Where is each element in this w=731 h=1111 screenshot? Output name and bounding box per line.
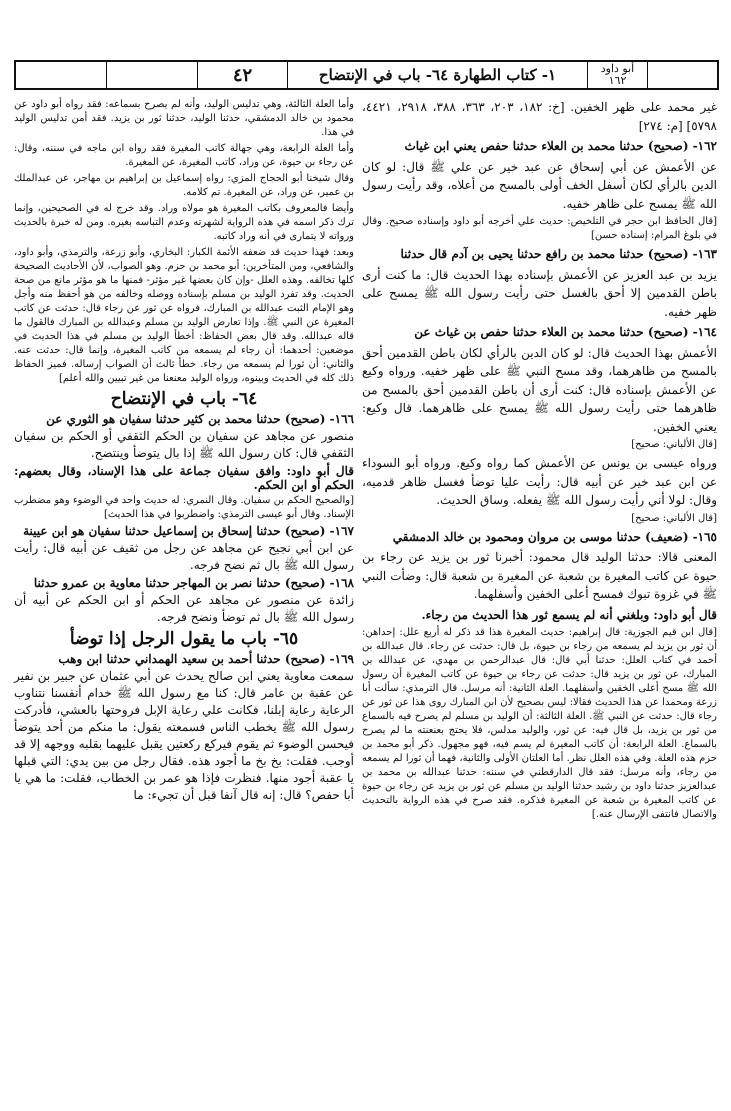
header-empty-mid <box>106 62 197 88</box>
chapter-title: ١- كتاب الطهارة ٦٤- باب في الإنتضاح <box>287 62 587 88</box>
hadith-163-heading: ١٦٣- (صحيح) حدثنا محمد بن رافع حدثنا يحيى بن آدم قال حدثنا <box>400 247 717 261</box>
hadith-165-notes: [قال ابن قيم الجوزية: قال إبراهيم: حديث المغيرة هذا قد ذكر له أربع علل: إحداهن: أن ثور بن يزيد لم يسمعه من رجاء بن حيوة، بل قال: حدثت عن رجاء. قال عبدالله بن أحمد في كتاب العلل: حدثنا أبي قال: قال عبدالرحمن بن مهدي، عن عبدالله بن المبارك، عن ثور بن يزيد قال: حدثت عن رجاء بن حيوة عن كاتب المغيرة أن رسول الله ﷺ مسح أعلى الخفين وأسفلهما. العلة الثانية: أنه مرسل. قال الترمذي: سألت أبا زرعة ومحمدا عن هذا الحديث فقالا: ليس بصحيح لأن ابن المبارك روى هذا عن ثور عن رجاء قال: حدثت عن النبي ﷺ. العلة الثالثة: أن الوليد بن مسلم لم يصرح فيه بالسماع من ثور بن يزيد، بل قال فيه: عن ثور، والوليد مدلس، فلا يحتج بعنعنته ما لم يصرح بالسماع. العلة الرابعة: أن كاتب المغيرة لم يسم فيه، فهو مجهول. ذكر أبو محمد بن حزم هذه العلة. وفي هذه العلل نظر. أما العلتان الأولى والثانية، فهما أن ثورا لم يسمعه من رجاء، وأنه مرسل: فقد قال الدارقطني في سننه: حدثنا عبدالله بن محمد بن عبدالعزيز حدثنا داود بن رشيد حدثنا الوليد بن مسلم عن ثور بن يزيد عن رجاء بن حيوة عن كاتب المغيرة بن شعبة عن المغيرة فذكره. فقد صرح في هذه الرواية بالتحديث والاتصال فانتفى الإرسال عنه.] <box>362 627 717 820</box>
abu-dawud-remark: قال أبو داود: وبلغني أنه لم يسمع ثور هذا الحديث من رجاء. <box>421 607 717 622</box>
chapter-64-heading: ٦٤- باب في الإنتضاح <box>110 389 258 409</box>
hadith-167-text: عن ابن أبي نجيح عن مجاهد عن رجل من ثقيف عن أبيه قال: رأيت رسول الله ﷺ بال ثم نضح فرجه. <box>14 541 354 572</box>
commentary-5: وبعد: فهذا حديث قد ضعفه الأئمة الكبار: البخاري، وأبو زرعة، والترمذي، وأبو داود، والشافعي، ومن المتأخرين: أبو محمد بن حزم. وهو الصواب، لأن الأحاديث الصحيحة كلها تخالفه. وهذه العلل -وإن كان بعضها غير مؤثر- فمنها ما هو مؤثر مانع من صحة الحديث. وقد تفرد الوليد بن مسلم بإسناده ووصله وخالفه من هو أحفظ منه وأجل وهو الإمام الثبت عبدالله بن المبارك، فرواه عن ثور عن رجاء قال: حدثت عن كاتب المغيرة عن النبي ﷺ. وإذا تعارض الوليد بن مسلم وعبدالله بن المبارك فالقول ما قاله عبدالله. وقد قال بعض الحفاظ: أخطأ الوليد بن مسلم في هذا الحديث في موضعين: أحدهما: أن رجاء لم يسمعه من كاتب المغيرة، وإنما قال: حدثت عنه. والثاني: أن ثورا لم يسمعه من رجاء. خطأ ثالث أن الصواب إرساله. فميز الحفاظ ذلك كله في الحديث وبينوه، ورواه الوليد معنعنا من غير تبيين والله أعلم] <box>14 247 354 384</box>
hadith-166-text: منصور عن مجاهد عن سفيان بن الحكم الثقفي أو الحكم بن سفيان الثقفي قال: كان رسول الله ﷺ إذا بال يتوضأ وينتضح. <box>14 429 354 460</box>
hadith-164-note: [قال الألباني: صحيح] <box>631 439 717 450</box>
header-empty-left <box>16 62 106 88</box>
hadith-164-text-b: ورواه عيسى بن يونس عن الأعمش كما رواه وكيع. ورواه أبو السوداء عن ابن عبد خير عن أبيه قال: رأيت عليا توضأ فغسل ظاهر قدميه، وقال: لولا أني رأيت رسول الله ﷺ يفعله. وساق الحديث. <box>362 456 717 507</box>
hadith-169-heading: ١٦٩- (صحيح) حدثنا أحمد بن سعيد الهمداني حدثنا ابن وهب <box>58 652 354 666</box>
book-name: أبو داود <box>600 62 635 75</box>
continuation-text: غير محمد على ظهر الخفين. [خ: ١٨٢، ٢٠٣، ٣٦٣، ٣٨٨، ٢٩١٨، ٤٤٢١، ٥٧٩٨] [م: ٢٧٤] <box>362 100 718 133</box>
left-column <box>14 98 354 806</box>
page-number: ٤٢ <box>197 62 287 88</box>
hadith-168-text: زائدة عن منصور عن مجاهد عن الحكم أو ابن الحكم عن أبيه أن رسول الله ﷺ بال ثم توضأ ونضح فرجه. <box>14 593 354 624</box>
hadith-166-heading: ١٦٦- (صحيح) حدثنا محمد بن كثير حدثنا سفيان هو الثوري عن <box>46 412 354 426</box>
hadith-162-heading: ١٦٢- (صحيح) حدثنا محمد بن العلاء حدثنا حفص يعني ابن غياث <box>404 139 717 153</box>
hadith-162-note: [قال الحافظ ابن حجر في التلخيص: حديث علي أخرجه أبو داود وإسناده صحيح. وقال في بلوغ المرام: إسناده حسن] <box>362 216 717 241</box>
book-page: ١٦٢ <box>608 74 627 87</box>
hadith-166-note: [والصحيح الحكم بن سفيان. وقال النمري: له حديث واحد في الوضوء وهو مضطرب الإسناد. وقال أبو عيسى الترمذي: واضطربوا في هذا الحديث] <box>14 495 354 520</box>
commentary-3: وقال شيخنا أبو الحجاج المزي: رواه إسماعيل بن إبراهيم بن مهاجر، عن عبدالملك بن عمير، عن وراد، عن المغيرة. تم كلامه. <box>14 173 354 198</box>
hadith-163-text: يزيد بن عبد العزيز عن الأعمش بإسناده بهذا الحديث قال: ما كنت أرى باطن القدمين إلا أحق بالغسل حتى رأيت رسول الله ﷺ يمسح على ظهر خفيه. <box>362 267 718 319</box>
commentary-4: وأيضا فالمعروف بكاتب المغيرة هو مولاه وراد. وقد خرج له في الصحيحين، وإنما ترك ذكر اسمه في هذه الرواية لشهرته وعدم التباسه بغيره. ومن له خبرة بالحديث ورواته لا يتمارى في أنه وراد كاتبه. <box>14 203 354 242</box>
right-column <box>362 98 717 824</box>
hadith-169-text: سمعت معاوية يعني ابن صالح يحدث عن أبي عثمان عن جبير بن نفير عن عقبة بن عامر قال: كنا مع رسول الله ﷺ خدام أنفسنا نتناوب الرعاية رعاية إبلنا، فكانت علي رعاية الإبل فروحتها بالعشي، فأدركت رسول الله ﷺ يخطب الناس فسمعته يقول: ما منكم من أحد يتوضأ فيحسن الوضوء ثم يقوم فيركع ركعتين يقبل عليهما بقلبه ووجهه إلا قد أوجب. فقلت: بخ بخ ما أجود هذه. فقال رجل من بين يدي: التي قبلها يا عقبة أجود منها. فنظرت فإذا هو عمر بن الخطاب، فقلت: ما هي يا أبا حفص؟ قال: إنه قال آنفا قبل أن تجيء: ما <box>14 669 354 802</box>
chapter-65-heading: ٦٥- باب ما يقول الرجل إذا توضأ <box>69 629 299 649</box>
commentary-1: وأما العلة الثالثة، وهي تدليس الوليد، وأنه لم يصرح بسماعه: فقد رواه أبو داود عن محمود بن خالد الدمشقي، حدثنا الوليد، حدثنا ثور بن يزيد. فقد أمن تدليس الوليد في هذا. <box>14 99 354 138</box>
hadith-164-text: الأعمش بهذا الحديث قال: لو كان الدين بالرأي لكان باطن القدمين أحق بالمسح من ظاهرهما، وقد مسح النبي ﷺ على ظهر خفيه. ورواه وكيع عن الأعمش بإسناده قال: كنت أرى أن باطن القدمين أحق بالمسح من ظاهرهما حتى رأيت رسول الله ﷺ يمسح على ظاهرهما. قال وكيع: يعني الخفين. <box>362 345 717 434</box>
header-bar <box>14 60 719 90</box>
hadith-167-heading: ١٦٧- (صحيح) حدثنا إسحاق بن إسماعيل حدثنا سفيان هو ابن عيينة <box>23 524 354 538</box>
hadith-162-text: عن الأعمش عن أبي إسحاق عن عبد خير عن علي ﷺ قال: لو كان الدين بالرأي لكان أسفل الخف أولى بالمسح من أعلاه، وقد رأيت رسول الله ﷺ يمسح على ظاهر خفيه. <box>362 159 717 211</box>
hadith-165-heading: ١٦٥- (ضعيف) حدثنا موسى بن مروان ومحمود بن خالد الدمشقي <box>392 529 717 544</box>
commentary-2: وأما العلة الرابعة، وهي جهالة كاتب المغيرة فقد رواه ابن ماجه في سننه، وقال: عن رجاء بن حيوة، عن وراد، كاتب المغيرة، عن المغيرة. <box>14 143 354 168</box>
abu-dawud-remark-166: قال أبو داود: وافق سفيان جماعة على هذا الإسناد، وقال بعضهم: الحكم أو ابن الحكم. <box>14 464 354 492</box>
hadith-165-text: المعنى قالا: حدثنا الوليد قال محمود: أخبرنا ثور بن يزيد عن رجاء بن حيوة عن كاتب المغيرة بن شعبة عن المغيرة بن شعبة قال: وضأت النبي ﷺ في غزوة تبوك فمسح أعلى الخفين وأسفلهما. <box>362 550 717 601</box>
hadith-168-heading: ١٦٨- (صحيح) حدثنا نصر بن المهاجر حدثنا معاوية بن عمرو حدثنا <box>33 576 354 590</box>
header-empty-right <box>647 62 717 88</box>
hadith-164-heading: ١٦٤- (صحيح) حدثنا محمد بن العلاء حدثنا حفص بن غياث عن <box>414 325 717 339</box>
hadith-164-note-b: [قال الألباني: صحيح] <box>631 512 717 524</box>
book-info <box>587 62 647 88</box>
